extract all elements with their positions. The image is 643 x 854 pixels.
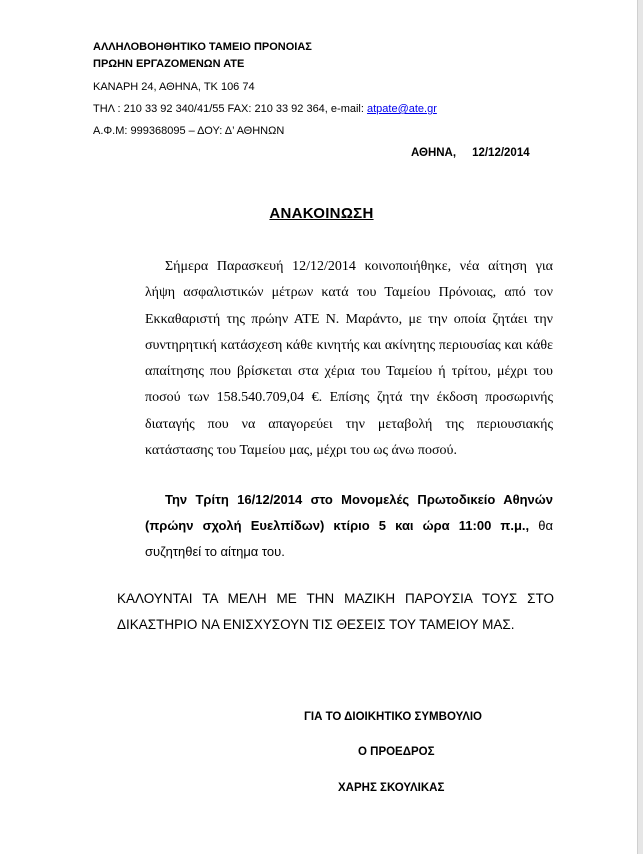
- org-name-line1: ΑΛΛΗΛΟΒΟΗΘΗΤΙΚΟ ΤΑΜΕΙΟ ΠΡΟΝΟΙΑΣ: [93, 41, 312, 53]
- date: 12/12/2014: [472, 147, 530, 159]
- org-name-line2: ΠΡΩΗΝ ΕΡΓΑΖΟΜΕΝΩΝ ΑΤΕ: [93, 58, 245, 70]
- place: ΑΘΗΝΑ,: [411, 147, 457, 159]
- announcement-body: Σήμερα Παρασκευή 12/12/2014 κοινοποιήθηκε, νέα αίτηση για λήψη ασφαλιστικών μέτρων κατά του Ταμείου Πρόνοιας, από τον Εκκαθαριστή της πρώην ΑΤΕ Ν. Μαράντο, με την οποία ζητάει την συντηρητική κατάσχεση κάθε κινητής και ακίνητης περιουσίας και κάθε απαίτησης που βρίσκεται στα χέρια του Ταμείου ή τρίτου, μέχρι του ποσού των 158.540.709,04 €. Επίσης ζητά την έκδοση προσωρινής διαταγής που να απαγορεύει την μεταβολή της περιουσιακής κατάστασης του Ταμείου μας, μέχρι του ως άνω ποσού.: [145, 259, 553, 459]
- contact-phone-fax: ΤΗΛ : 210 33 92 340/41/55 FAX: 210 33 92 364, e-mail:: [93, 103, 367, 115]
- hearing-note: θα συζητηθεί το αίτημα του.: [145, 518, 554, 559]
- email-link[interactable]: atpate@ate.gr: [366, 103, 437, 115]
- call-to-members: ΚΑΛΟΥΝΤΑΙ ΤΑ ΜΕΛΗ ΜΕ ΤΗΝ ΜΑΖΙΚΗ ΠΑΡΟΥΣΙΑ ΤΟΥΣ ΣΤΟ ΔΙΚΑΣΤΗΡΙΟ ΝΑ ΕΝΙΣΧΥΣΟΥΝ ΤΙΣ ΘΕΣΕΙΣ ΤΟΥ ΤΑΜΕΙΟΥ ΜΑΣ.: [117, 591, 554, 632]
- signature-role: Ο ΠΡΟΕΔΡΟΣ: [358, 746, 435, 758]
- place-date: [411, 147, 530, 159]
- signature-board: ΓΙΑ ΤΟ ΔΙΟΙΚΗΤΙΚΟ ΣΥΜΒΟΥΛΙΟ: [304, 711, 483, 723]
- hearing-paragraph: [145, 487, 553, 565]
- org-address: ΚΑΝΑΡΗ 24, ΑΘΗΝΑ, ΤΚ 106 74: [93, 81, 255, 93]
- org-tax-info: Α.Φ.Μ: 999368095 – ΔΟΥ: Δ’ ΑΘΗΝΩΝ: [93, 125, 285, 137]
- org-contact: [93, 102, 437, 117]
- signature-name: ΧΑΡΗΣ ΣΚΟΥΛΙΚΑΣ: [338, 782, 445, 794]
- hearing-details: Την Τρίτη 16/12/2014 στο Μονομελές Πρωτοδικείο Αθηνών (πρώην σχολή Ευελπίδων) κτίριο 5 και ώρα 11:00 π.μ.,: [145, 492, 553, 533]
- window-edge: [637, 0, 643, 854]
- document-title: ΑΝΑΚΟΙΝΩΣΗ: [269, 205, 374, 222]
